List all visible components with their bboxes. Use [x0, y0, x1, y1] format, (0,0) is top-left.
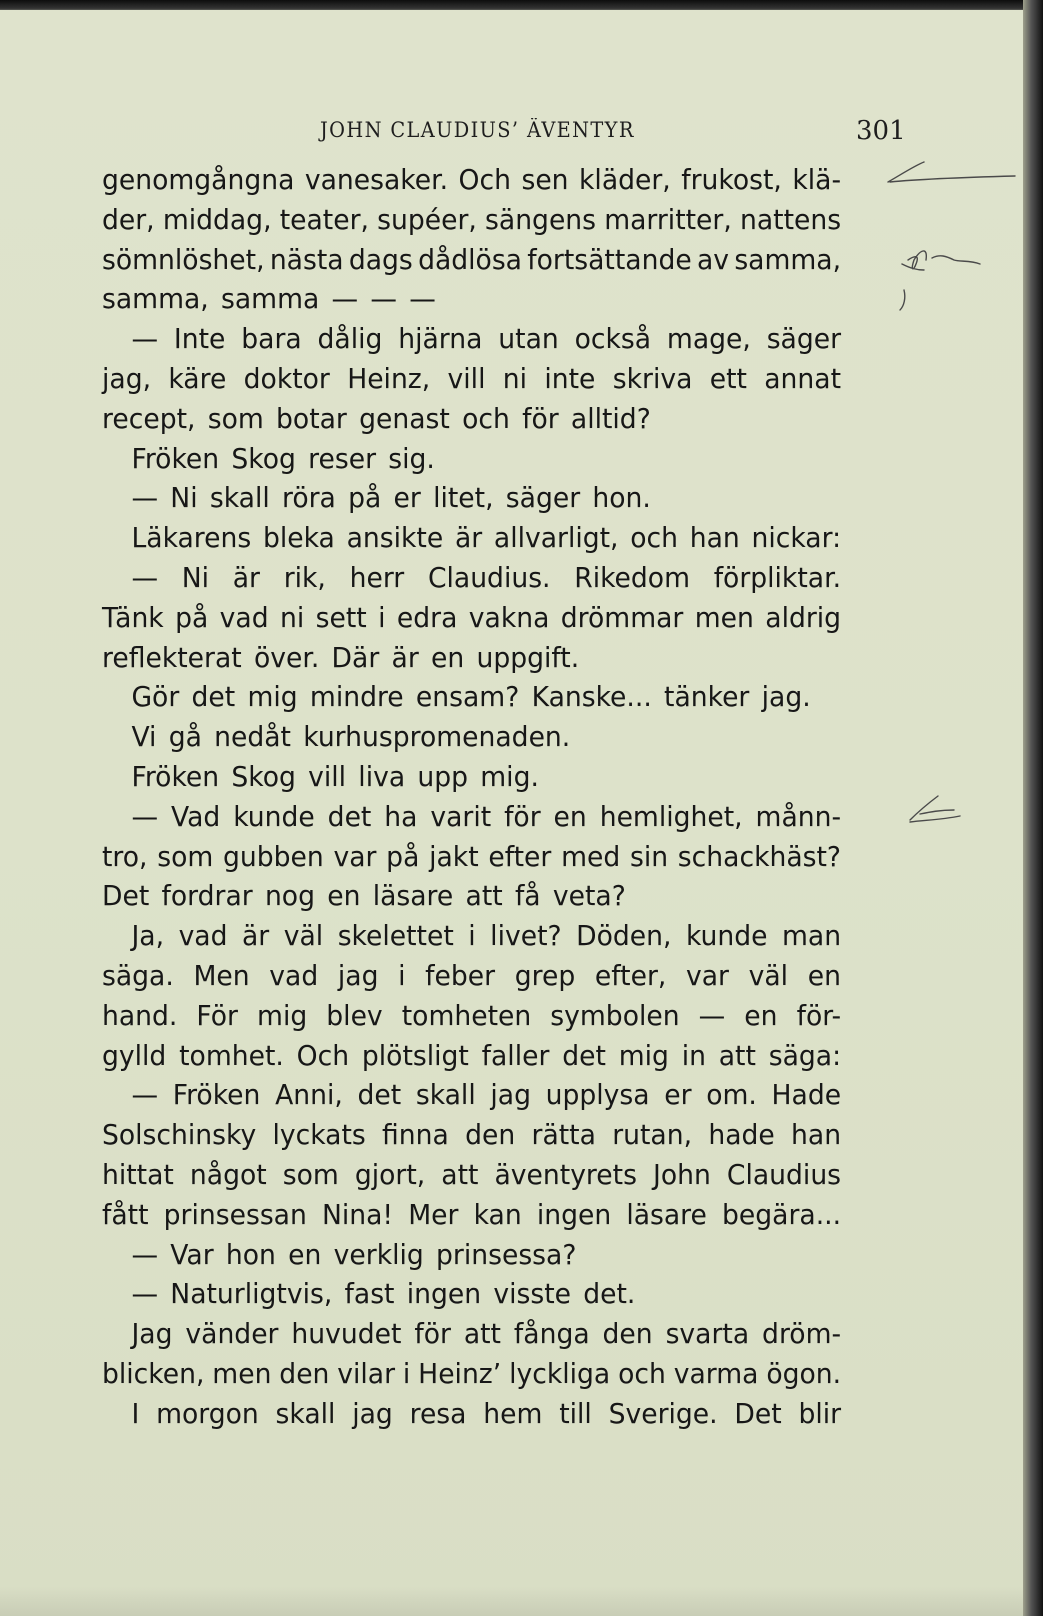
word: han: [689, 521, 740, 555]
word: på: [386, 839, 420, 873]
word: mig: [618, 1038, 669, 1072]
word: till: [559, 1396, 592, 1430]
word: grep: [514, 958, 576, 992]
text-line: [102, 1394, 841, 1434]
word: marritter,: [604, 202, 732, 236]
word: Men: [193, 958, 250, 992]
word: han: [791, 1118, 842, 1152]
word: Och: [458, 163, 511, 196]
text-line: [102, 399, 841, 439]
word: allvarligt,: [493, 521, 619, 555]
word: sett: [315, 600, 367, 634]
word: blir: [798, 1396, 842, 1430]
word: ansikte: [346, 521, 444, 555]
word: fortsättande: [527, 242, 692, 276]
word: vänder: [185, 1317, 279, 1351]
word: den: [279, 1356, 330, 1390]
line-text: Fröken Skog reser sig.: [131, 441, 435, 475]
word: frukost,: [681, 163, 782, 196]
word: och: [630, 521, 679, 555]
word: feber: [425, 958, 496, 992]
word: jag: [490, 1078, 531, 1112]
word: Solschinsky: [102, 1118, 257, 1152]
word: sömnlöshet,: [102, 242, 265, 276]
word: hittat: [102, 1157, 174, 1191]
word: kläder,: [579, 163, 671, 196]
pencil-mark-4: [910, 796, 960, 822]
word: samma,: [734, 242, 842, 276]
word: vanesaker.: [304, 163, 449, 196]
word: genomgångna: [102, 163, 295, 196]
word: —: [698, 998, 726, 1032]
word: teater,: [279, 202, 369, 236]
word: vad: [219, 600, 269, 634]
word: en: [807, 958, 841, 992]
text-line: [102, 1036, 841, 1076]
word: dålig: [317, 322, 383, 356]
word: bara: [241, 322, 302, 356]
line-text: Vi gå nedåt kurhuspromenaden.: [131, 720, 571, 754]
line-text: samma, samma — — —: [102, 282, 436, 316]
word: något: [189, 1157, 267, 1191]
word: Läkarens: [131, 521, 252, 555]
word: en: [744, 998, 778, 1032]
word: herr: [349, 560, 405, 594]
word: det: [357, 1078, 402, 1112]
word: Claudius.: [427, 560, 551, 594]
word: er: [664, 1078, 692, 1112]
word: det: [327, 799, 372, 833]
text-line: [102, 1354, 841, 1394]
word: rutan,: [612, 1118, 693, 1152]
word: dags: [348, 242, 413, 276]
line-text: Fröken Skog vill liva upp mig.: [131, 759, 539, 793]
word: tomhet.: [179, 1038, 284, 1072]
word: middag,: [162, 202, 272, 236]
word: drömmar: [560, 600, 684, 634]
text-line: [102, 319, 841, 359]
word: också: [574, 322, 652, 356]
word: som: [157, 839, 214, 873]
word: ögon.: [766, 1356, 842, 1390]
word: nickar:: [751, 521, 842, 555]
text-line: [102, 1155, 841, 1195]
word: mig: [257, 998, 308, 1032]
word: och: [618, 1356, 666, 1390]
word: i: [468, 919, 476, 953]
word: kunde: [233, 799, 315, 833]
word: väl: [283, 919, 324, 953]
word: upplysa: [545, 1078, 650, 1112]
line-text: recept, som botar genast och för alltid?: [102, 401, 651, 435]
word: Jag: [131, 1317, 173, 1351]
text-line: [102, 1195, 841, 1235]
text-line: [102, 160, 841, 200]
word: resa: [409, 1396, 467, 1430]
word: efter,: [594, 958, 667, 992]
word: Nina!: [321, 1197, 394, 1231]
word: lyckats: [272, 1118, 366, 1152]
word: Mer: [408, 1197, 459, 1231]
word: —: [131, 560, 159, 594]
word: Heinz,: [347, 361, 431, 395]
text-line: [102, 200, 841, 240]
word: blev: [326, 998, 383, 1032]
word: svarta: [665, 1317, 750, 1351]
line-text: — Var hon en verklig prinsessa?: [131, 1237, 577, 1271]
word: efter: [488, 839, 552, 873]
text-line: [102, 359, 841, 399]
word: edra: [396, 600, 458, 634]
word: inte: [544, 361, 596, 395]
word: om.: [706, 1078, 757, 1112]
word: doktor: [243, 361, 330, 395]
word: finna: [382, 1118, 449, 1152]
word: för-: [796, 998, 842, 1032]
word: Rikedom: [574, 560, 690, 594]
word: att: [718, 1038, 756, 1072]
word: fånga: [513, 1317, 590, 1351]
word: är: [242, 919, 270, 953]
word: —: [131, 799, 159, 833]
text-line: [102, 837, 841, 877]
word: Ja,: [131, 919, 165, 953]
word: huvudet: [291, 1317, 402, 1351]
word: jakt: [429, 839, 479, 873]
word: rätta: [531, 1118, 596, 1152]
word: skall: [275, 1396, 336, 1430]
word: väl: [748, 958, 789, 992]
word: der,: [102, 202, 155, 236]
line-text: reflekterat över. Där är en uppgift.: [102, 640, 580, 674]
word: Vad: [170, 799, 221, 833]
word: sin: [629, 839, 669, 873]
word: plötsligt: [361, 1038, 469, 1072]
text-line: [102, 638, 841, 678]
text-line: [102, 797, 841, 837]
word: Claudius: [726, 1157, 842, 1191]
text-line: [102, 757, 841, 797]
page-shadow: [0, 1586, 1025, 1616]
word: symbolen: [550, 998, 680, 1032]
word: med: [561, 839, 621, 873]
word: gylld: [102, 1038, 167, 1072]
text-line: [102, 1115, 841, 1155]
word: käre: [168, 361, 227, 395]
page-number: 301: [856, 116, 906, 146]
word: annat: [764, 361, 842, 395]
word: skall: [415, 1078, 476, 1112]
text-line: [102, 558, 841, 598]
word: hjärna: [398, 322, 483, 356]
pencil-marginalia: [880, 160, 1020, 860]
word: livet?: [490, 919, 562, 953]
word: Anni,: [275, 1078, 343, 1112]
word: supéer,: [377, 202, 477, 236]
text-line: [102, 439, 841, 479]
word: jag: [337, 958, 379, 992]
word: jag: [352, 1396, 393, 1430]
word: klä-: [792, 163, 842, 196]
word: den: [465, 1118, 516, 1152]
word: schackhäst?: [677, 839, 842, 873]
line-text: — Naturligtvis, fast ingen visste det.: [131, 1277, 636, 1311]
word: tomheten: [401, 998, 532, 1032]
word: varma: [673, 1356, 759, 1390]
word: nattens: [739, 202, 842, 236]
text-line: [102, 240, 841, 280]
text-line: [102, 1274, 841, 1314]
word: I: [131, 1396, 140, 1430]
word: hem: [483, 1396, 543, 1430]
word: dröm-: [762, 1317, 842, 1351]
word: som: [282, 1157, 339, 1191]
word: att: [441, 1157, 479, 1191]
word: Tänk: [102, 600, 164, 634]
word: är: [232, 560, 260, 594]
word: faller: [481, 1038, 550, 1072]
word: gubben: [223, 839, 324, 873]
word: rik,: [283, 560, 326, 594]
word: att: [463, 1317, 501, 1351]
line-text: — Ni skall röra på er litet, säger hon.: [131, 481, 651, 515]
word: är: [454, 521, 483, 555]
word: begära...: [722, 1197, 842, 1231]
word: vad: [269, 958, 319, 992]
word: Det: [734, 1396, 782, 1430]
word: Hade: [771, 1078, 842, 1112]
pencil-mark-1: [888, 162, 1015, 182]
word: Döden,: [576, 919, 672, 953]
word: ingen: [536, 1197, 612, 1231]
pencil-mark-3: [900, 290, 905, 310]
word: —: [131, 1078, 159, 1112]
word: vill: [447, 361, 486, 395]
word: skelettet: [337, 919, 454, 953]
word: varit: [430, 799, 492, 833]
word: en: [553, 799, 587, 833]
word: Ni: [181, 560, 210, 594]
word: hemlighet,: [599, 799, 743, 833]
word: nästa: [269, 242, 344, 276]
text-line: [102, 916, 841, 956]
text-line: [102, 598, 841, 638]
word: ni: [280, 600, 305, 634]
word: John: [653, 1157, 711, 1191]
word: ha: [384, 799, 418, 833]
word: tro,: [102, 839, 148, 873]
word: den: [602, 1317, 653, 1351]
word: läsare: [626, 1197, 707, 1231]
word: i: [398, 958, 406, 992]
word: jag,: [102, 361, 152, 395]
body-text: [102, 160, 902, 1434]
word: vakna: [468, 600, 550, 634]
word: ett: [709, 361, 747, 395]
word: vilar: [337, 1356, 396, 1390]
text-line: [102, 717, 841, 757]
word: fått: [102, 1197, 149, 1231]
word: men: [212, 1356, 272, 1390]
word: För: [196, 998, 238, 1032]
word: dådlösa: [418, 242, 522, 276]
word: månn-: [755, 799, 842, 833]
word: kunde: [685, 919, 768, 953]
word: sen: [521, 163, 569, 196]
word: kan: [473, 1197, 522, 1231]
word: hand.: [102, 998, 178, 1032]
word: gjort,: [354, 1157, 426, 1191]
word: utan: [498, 322, 559, 356]
text-line: [102, 478, 841, 518]
word: för: [504, 799, 541, 833]
word: bleka: [262, 521, 335, 555]
word: blicken,: [102, 1356, 205, 1390]
pencil-mark-2: [902, 251, 980, 270]
word: säger: [766, 322, 842, 356]
word: Och: [296, 1038, 350, 1072]
word: morgon: [156, 1396, 259, 1430]
word: Inte: [173, 322, 226, 356]
text-line: [102, 1075, 841, 1115]
running-title: JOHN CLAUDIUS’ ÄVENTYR: [320, 118, 635, 142]
word: ni: [502, 361, 528, 395]
word: för: [414, 1317, 451, 1351]
text-line: [102, 279, 841, 319]
word: skriva: [612, 361, 693, 395]
word: men: [694, 600, 754, 634]
word: vad: [178, 919, 228, 953]
word: man: [782, 919, 842, 953]
text-line: [102, 876, 841, 916]
text-line: [102, 1235, 841, 1275]
word: —: [131, 322, 159, 356]
word: var: [685, 958, 729, 992]
word: säga.: [102, 958, 174, 992]
scan-right-edge: [1023, 0, 1043, 1616]
running-head: [104, 118, 904, 158]
word: hade: [708, 1118, 775, 1152]
text-line: [102, 677, 841, 717]
word: mage,: [666, 322, 751, 356]
word: i: [378, 600, 386, 634]
word: Sverige.: [608, 1396, 718, 1430]
word: prinsessan: [163, 1197, 307, 1231]
word: i: [402, 1356, 411, 1390]
word: aldrig: [765, 600, 842, 634]
word: säga:: [768, 1038, 842, 1072]
line-text: Det fordrar nog en läsare att få veta?: [102, 879, 626, 913]
word: Heinz’: [418, 1356, 502, 1390]
text-line: [102, 956, 841, 996]
word: på: [175, 600, 209, 634]
word: av: [696, 242, 730, 276]
word: äventyrets: [494, 1157, 637, 1191]
word: lyckliga: [509, 1356, 611, 1390]
text-line: [102, 518, 841, 558]
text-line: [102, 1314, 841, 1354]
text-line: [102, 996, 841, 1036]
word: förpliktar.: [713, 560, 842, 594]
word: Fröken: [172, 1078, 261, 1112]
line-text: Gör det mig mindre ensam? Kanske... tänker jag.: [131, 680, 811, 714]
word: var: [333, 839, 377, 873]
word: sängens: [485, 202, 597, 236]
word: in: [681, 1038, 706, 1072]
word: det: [562, 1038, 606, 1072]
